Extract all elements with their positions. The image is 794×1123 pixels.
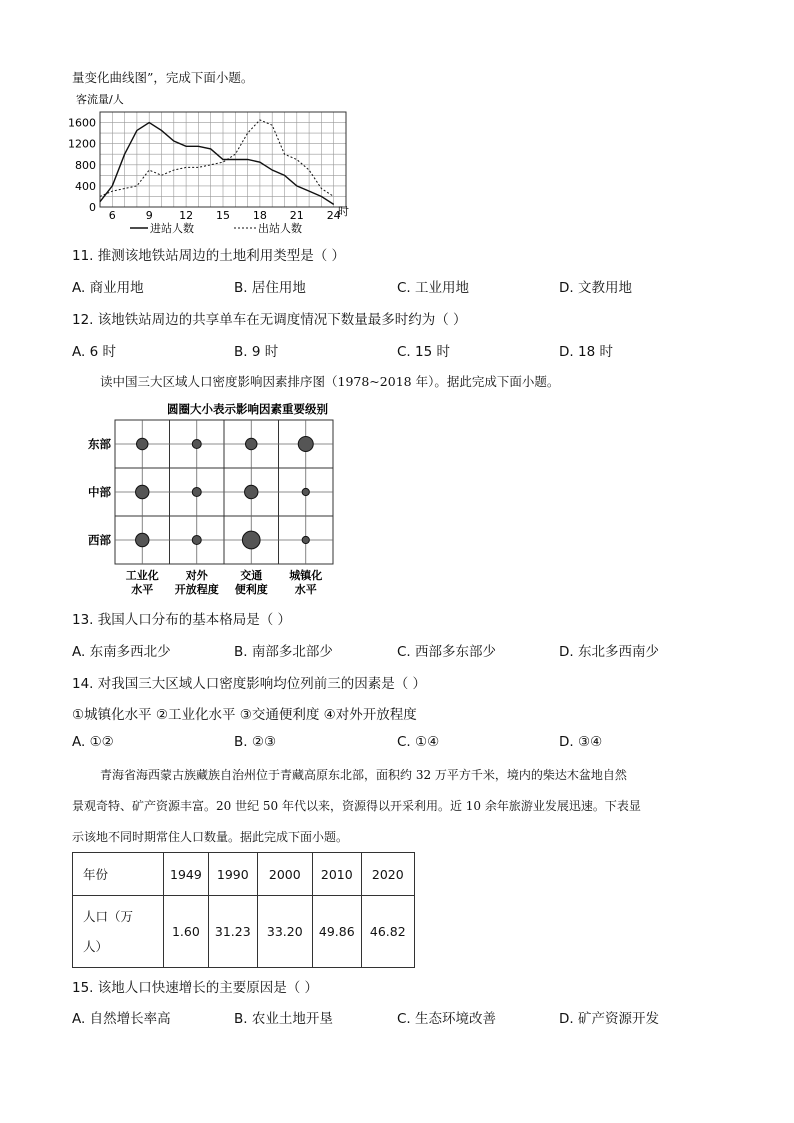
table-value-cell: 31.23 [208, 896, 257, 968]
q14-items: ①城镇化水平 ②工业化水平 ③交通便利度 ④对外开放程度 [72, 707, 417, 723]
q11-stem: 11. 推测该地铁站周边的土地利用类型是（ ） [72, 248, 346, 264]
x-tick-label: 21 [289, 209, 304, 222]
table-header-population [73, 896, 164, 968]
q13-option-b[interactable]: B. 南部多北部少 [234, 644, 333, 660]
col-label: 交通 [240, 569, 263, 582]
table-header-row [73, 853, 415, 896]
x-tick-label: 6 [108, 209, 116, 222]
table-header-population-line2: 人） [83, 938, 109, 954]
chart1-ylabel: 客流量/人 [76, 93, 124, 106]
q11-option-b[interactable]: B. 居住用地 [234, 280, 306, 296]
legend-in-label: 进站人数 [150, 222, 194, 235]
x-tick-label: 9 [145, 209, 153, 222]
col-label: 水平 [294, 583, 317, 596]
q15-option-b[interactable]: B. 农业土地开垦 [234, 1011, 333, 1027]
table-year-cell: 2020 [361, 853, 414, 896]
col-label: 工业化 [125, 569, 159, 582]
y-tick-label: 1200 [68, 137, 96, 151]
q14-option-b[interactable]: B. ②③ [234, 734, 277, 750]
q13-option-a[interactable]: A. 东南多西北少 [72, 644, 171, 660]
table-year-cell: 1990 [208, 853, 257, 896]
bubble [246, 438, 257, 449]
bubble [245, 485, 258, 498]
q14-option-a[interactable]: A. ①② [72, 734, 114, 750]
legend-out-label: 出站人数 [258, 222, 302, 235]
intro-text-3b: 景观奇特、矿产资源丰富。20 世纪 50 年代以来，资源得以开采利用。近 10 余年旅游业发展迅速。下表显 [72, 799, 641, 813]
x-tick-label: 24 [326, 209, 341, 222]
intro-text-3a: 青海省海西蒙古族藏族自治州位于青藏高原东北部，面积约 32 万平方千米，境内的柴达木盆地自然 [100, 768, 627, 782]
col-label: 城镇化 [289, 569, 323, 582]
x-tick-label: 12 [179, 209, 194, 222]
table-value-cell: 49.86 [312, 896, 361, 968]
col-label: 开放程度 [174, 583, 219, 596]
population-factor-chart [80, 398, 350, 598]
q15-option-a[interactable]: A. 自然增长率高 [72, 1011, 171, 1027]
q15-option-c[interactable]: C. 生态环境改善 [397, 1011, 497, 1027]
q13-option-c[interactable]: C. 西部多东部少 [397, 644, 497, 660]
col-label: 水平 [131, 583, 154, 596]
bubble [192, 488, 201, 497]
q12-stem: 12. 该地铁站周边的共享单车在无调度情况下数量最多时约为（ ） [72, 312, 467, 328]
q11-option-c[interactable]: C. 工业用地 [397, 280, 470, 296]
intro-text-3c: 示该地不同时期常住人口数量。据此完成下面小题。 [72, 830, 349, 844]
q14-stem: 14. 对我国三大区域人口密度影响均位列前三的因素是（ ） [72, 676, 427, 692]
table-year-cell: 1949 [164, 853, 209, 896]
x-tick-label: 15 [216, 209, 230, 222]
table-value-cell: 1.60 [164, 896, 209, 968]
q11-option-a[interactable]: A. 商业用地 [72, 280, 144, 296]
bubble [136, 533, 149, 546]
y-tick-label: 1600 [68, 116, 96, 130]
q13-option-d[interactable]: D. 东北多西南少 [559, 644, 659, 660]
table-data-row [73, 896, 415, 968]
table-year-cell: 2010 [312, 853, 361, 896]
bubble [192, 440, 201, 449]
row-label: 东部 [88, 437, 111, 451]
q15-stem: 15. 该地人口快速增长的主要原因是（ ） [72, 980, 319, 996]
q15-option-d[interactable]: D. 矿产资源开发 [559, 1011, 659, 1027]
x-tick-label: 18 [252, 209, 267, 222]
bubble [302, 488, 309, 495]
bubble [136, 485, 149, 498]
bubble [192, 536, 201, 545]
q12-option-a[interactable]: A. 6 时 [72, 344, 116, 360]
population-table [72, 852, 415, 968]
q14-option-d[interactable]: D. ③④ [559, 734, 603, 750]
col-label: 便利度 [234, 583, 268, 596]
row-label: 中部 [88, 485, 111, 499]
q11-option-d[interactable]: D. 文教用地 [559, 280, 632, 296]
table-header-population-line1: 人口（万 [83, 908, 134, 924]
table-header-year: 年份 [73, 853, 164, 896]
table-year-cell: 2000 [257, 853, 312, 896]
intro-text-2: 读中国三大区域人口密度影响因素排序图（1978~2018 年）。据此完成下面小题。 [100, 374, 560, 389]
chart1-xunit: 时 [338, 205, 349, 218]
chart2-title: 圆圈大小表示影响因素重要级别 [167, 402, 328, 416]
q12-option-c[interactable]: C. 15 时 [397, 344, 450, 360]
y-tick-label: 400 [75, 179, 96, 193]
intro-text-1: 量变化曲线图”，完成下面小题。 [72, 70, 254, 85]
bubble [242, 531, 260, 549]
series-line-out [100, 120, 334, 197]
col-label: 对外 [185, 569, 208, 582]
q12-option-d[interactable]: D. 18 时 [559, 344, 613, 360]
q14-option-c[interactable]: C. ①④ [397, 734, 440, 750]
y-tick-label: 800 [75, 158, 96, 172]
passenger-flow-chart [66, 90, 366, 238]
bubble [302, 536, 309, 543]
row-label: 西部 [88, 533, 111, 547]
table-value-cell: 46.82 [361, 896, 414, 968]
y-tick-label: 0 [89, 201, 96, 214]
bubble [137, 438, 148, 449]
q12-option-b[interactable]: B. 9 时 [234, 344, 279, 360]
q13-stem: 13. 我国人口分布的基本格局是（ ） [72, 612, 292, 628]
table-value-cell: 33.20 [257, 896, 312, 968]
bubble [298, 437, 313, 452]
